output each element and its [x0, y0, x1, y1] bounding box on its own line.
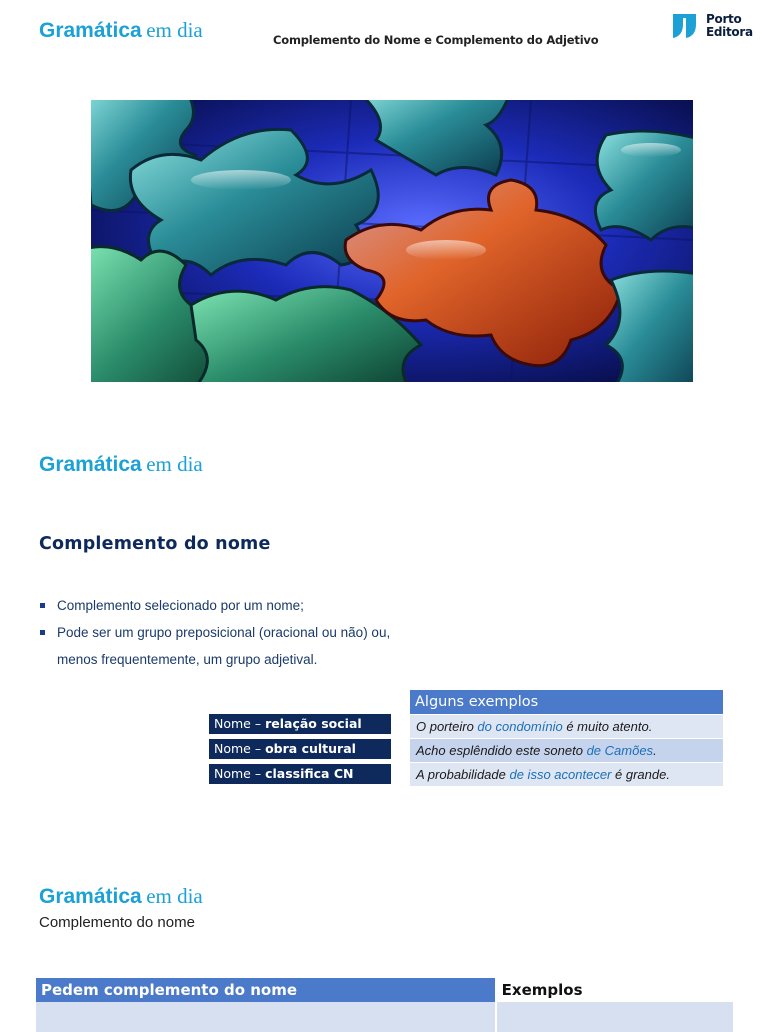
slide-title — [0, 0, 768, 432]
table-cell — [36, 1002, 495, 1032]
logo-line1: Porto — [706, 12, 742, 26]
table-cell — [497, 1002, 733, 1032]
bullet-list — [39, 592, 390, 673]
category-bold: relação social — [265, 716, 362, 731]
example-row — [410, 763, 723, 786]
brand-title — [39, 18, 203, 43]
example-highlight: do condomínio — [477, 719, 563, 734]
brand-title — [39, 452, 203, 477]
example-text: Acho esplêndido este soneto — [416, 743, 587, 758]
slide-complemento-nome-table — [0, 832, 768, 1024]
logo-line2: Editora — [706, 25, 753, 39]
examples-table — [410, 690, 723, 786]
examples-header: Alguns exemplos — [410, 690, 723, 714]
logo-text — [706, 13, 753, 39]
category-prefix: Nome – — [214, 766, 262, 781]
example-highlight: de Camões — [586, 743, 654, 758]
category-list — [209, 714, 391, 789]
bullet-item: Pode ser um grupo preposicional (oracional ou não) ou, — [39, 619, 390, 646]
category-prefix: Nome – — [214, 716, 262, 731]
brand-title — [39, 884, 203, 909]
table-header-left: Pedem complemento do nome — [36, 978, 495, 1002]
porto-editora-logo-icon — [673, 14, 705, 40]
table-header-row — [36, 978, 733, 1002]
bullet-item: Complemento selecionado por um nome; — [39, 592, 390, 619]
puzzle-pieces-image — [91, 100, 693, 382]
example-text: é grande. — [611, 767, 670, 782]
slide-complemento-nome — [0, 432, 768, 832]
section-heading: Complemento do nome — [39, 534, 271, 554]
example-text: A probabilidade — [416, 767, 510, 782]
example-row — [410, 715, 723, 738]
example-text: O porteiro — [416, 719, 478, 734]
example-text: . — [653, 743, 657, 758]
category-bold: classifica CN — [265, 766, 354, 781]
brand-gramatica: Gramática — [39, 885, 142, 908]
category-item — [209, 739, 391, 759]
table-header-right: Exemplos — [501, 981, 583, 999]
category-bold: obra cultural — [265, 741, 356, 756]
example-highlight: de isso acontecer — [509, 767, 612, 782]
brand-gramatica: Gramática — [39, 19, 142, 42]
brand-emdia: em dia — [146, 884, 203, 908]
brand-emdia: em dia — [146, 452, 203, 476]
table-row — [36, 1002, 733, 1032]
category-prefix: Nome – — [214, 741, 262, 756]
slide-title-text: Complemento do Nome e Complemento do Adjetivo — [273, 33, 599, 47]
example-text: é muito atento. — [562, 719, 653, 734]
brand-gramatica: Gramática — [39, 453, 142, 476]
slide-subtitle: Complemento do nome — [39, 914, 195, 931]
category-item — [209, 714, 391, 734]
brand-emdia: em dia — [146, 18, 203, 42]
bullet-continuation: menos frequentemente, um grupo adjetival. — [57, 652, 318, 667]
example-row — [410, 739, 723, 762]
category-item — [209, 764, 391, 784]
